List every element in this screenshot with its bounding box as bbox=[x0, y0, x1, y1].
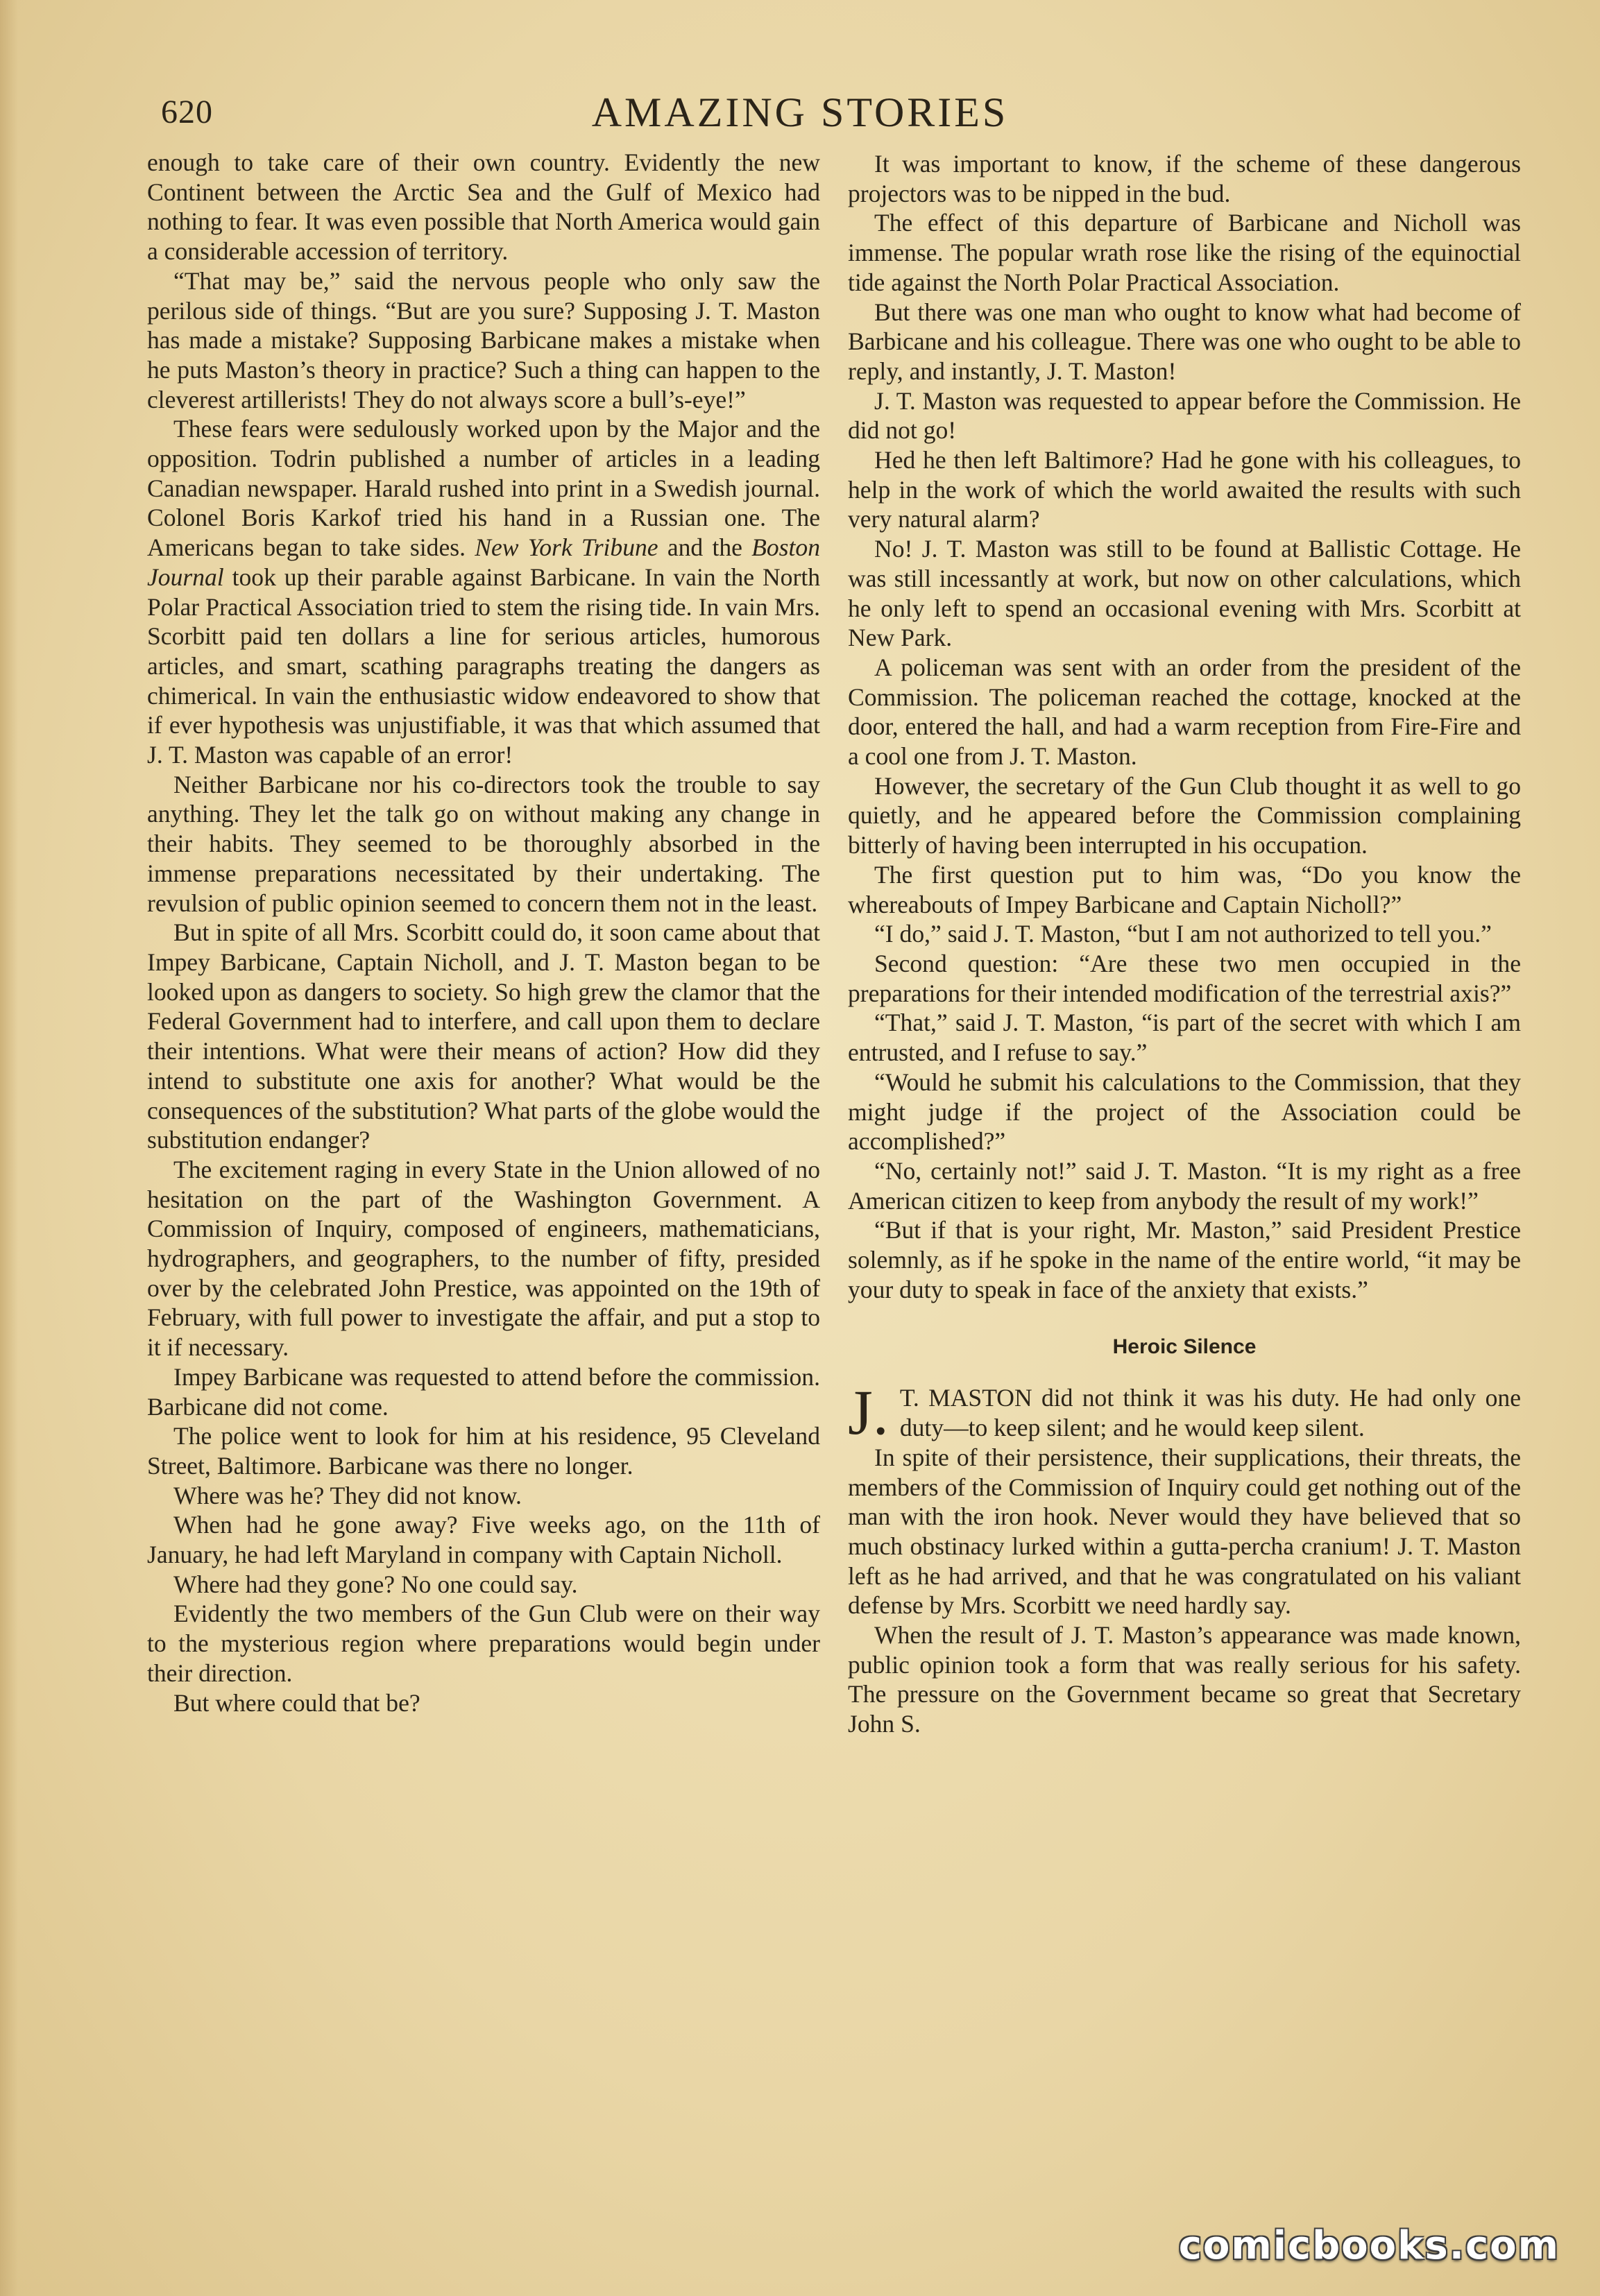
paragraph: “That,” said J. T. Maston, “is part of the secret with which I am entrusted, and I refuse to say.” bbox=[848, 1009, 1521, 1067]
paragraph: Evidently the two members of the Gun Club were on their way to the mysterious region where preparations would begin under their direction. bbox=[147, 1600, 820, 1687]
paragraph: But in spite of all Mrs. Scorbitt could do, it soon came about that Impey Barbicane, Captain Nicholl, and J. T. Maston began to be looked upon as dangers to society. So high grew the clamor that the Federal Government had to interfere, and call upon them to declare their intentions. What were their means of action? How did they intend to substitute one axis for another? What would be the consequences of the substitution? What parts of the globe would the substitution endanger? bbox=[147, 918, 820, 1154]
page-header bbox=[0, 89, 1600, 144]
paragraph: It was important to know, if the scheme of these dangerous projectors was to be nipped in the bud. bbox=[848, 150, 1521, 207]
paragraph: When had he gone away? Five weeks ago, on the 11th of January, he had left Maryland in company with Captain Nicholl. bbox=[147, 1511, 820, 1569]
left-column bbox=[147, 148, 820, 1717]
page-number: 620 bbox=[161, 94, 213, 130]
running-head: AMAZING STORIES bbox=[591, 89, 1009, 135]
paragraph: “Would he submit his calculations to the Commission, that they might judge if the project of the Association could be accomplished?” bbox=[848, 1068, 1521, 1156]
drop-cap: J. bbox=[848, 1377, 889, 1448]
paragraph bbox=[848, 1377, 1521, 1448]
paragraph: Where had they gone? No one could say. bbox=[173, 1570, 578, 1598]
paragraph-text: and the bbox=[658, 533, 752, 562]
paragraph-text: These fears were sedulously worked upon by the Major and the opposition. Todrin published a number of articles in a leading Canadian newspaper. Harald rushed into print in a Swedish journal. Colonel Boris Karkof tried his hand in a Russian one. The Americans began to take sides. bbox=[147, 415, 820, 562]
paragraph: When the result of J. T. Maston’s appearance was made known, public opinion took a form that was really serious for his safety. The pressure on the Government became so great that Secretary John S. bbox=[848, 1621, 1521, 1738]
page-edge-shadow bbox=[0, 0, 18, 2296]
paragraph: “No, certainly not!” said J. T. Maston. “It is my right as a free American citizen to keep from anybody the result of my work!” bbox=[848, 1156, 1521, 1215]
paragraph: Hed he then left Baltimore? Had he gone with his colleagues, to help in the work of which the world awaited the results with such very natural alarm? bbox=[848, 446, 1521, 533]
paragraph-text: was that which assumed that J. T. Maston was capable of an error! bbox=[147, 711, 820, 769]
paragraph: A policeman was sent with an order from the president of the Commission. The policeman reached the cottage, knocked at the door, entered the hall, and had a warm reception from Fire-Fire and a cool one from J. T. Maston. bbox=[848, 653, 1521, 771]
paragraph: Impey Barbicane was requested to attend before the commission. Barbicane did not come. bbox=[147, 1362, 820, 1421]
paragraph: The excitement raging in every State in the Union allowed of no hesitation on the part of the Washington Government. A Commission of Inquiry, composed of engineers, mathematicians, hydrographers, and geographers, to the number of fifty, presided over by the celebrated John Prestice, was appointed on the 19th of February, with full power to investigate the affair, and put a stop to it if necessary. bbox=[147, 1155, 820, 1362]
paragraph: However, the secretary of the Gun Club thought it as well to go quietly, and he appeared before the Commission complaining bitterly of having been interrupted in his occupation. bbox=[848, 771, 1521, 859]
paragraph: J. T. Maston was requested to appear before the Commission. He did not go! bbox=[848, 386, 1521, 445]
right-column bbox=[848, 149, 1521, 1739]
newspaper-title: New York Tribune bbox=[475, 533, 658, 562]
paragraph: enough to take care of their own country. Evidently the new Continent between the Arctic Sea and the Gulf of Mexico had nothing to fear. It was even possible that North America would gain a considerable accession of territory. bbox=[147, 148, 820, 266]
paragraph bbox=[147, 414, 820, 769]
watermark: comicbooks.com bbox=[1178, 2223, 1560, 2268]
paragraph: But where could that be? bbox=[173, 1688, 420, 1717]
paragraph: Neither Barbicane nor his co-directors took the trouble to say anything. They let the talk go on without making any change in their habits. They seemed to be thoroughly absorbed in the immense preparations necessitated by their undertaking. The revulsion of public opinion seemed to concern them not in the least. bbox=[147, 770, 820, 917]
paragraph: In spite of their persistence, their supplications, their threats, the members of the Commission of Inquiry could get nothing out of the man with the iron hook. Never would they have believed that so much obstinacy lurked within a gutta-percha cranium! J. T. Maston left as he had arrived, and that he was congratulated on his valiant defense by Mrs. Scorbitt we need hardly say. bbox=[848, 1443, 1521, 1620]
paragraph: “That may be,” said the nervous people who only saw the perilous side of things. “But are you sure? Supposing J. T. Maston has made a mistake? Supposing Barbicane makes a mistake when he puts Maston’s theory in practice? Such a thing can happen to the cleverest artillerists! They do not always score a bull’s-eye!” bbox=[147, 266, 820, 413]
paragraph-text: took up their parable against Barbicane. In vain the North Polar Practical Association tried to stem the rising tide. In vain Mrs. Scorbitt paid ten dollars a line for serious articles, humorous articles, and smart, scathing paragraphs treating the dangers as chimerical. In vain the enthusiastic widow endeavored to show that if ever hypothesis was unjustifiable, it bbox=[147, 563, 820, 739]
paragraph: “I do,” said J. T. Maston, “but I am not authorized to tell you.” bbox=[874, 920, 1492, 948]
paragraph: Where was he? They did not know. bbox=[173, 1481, 522, 1509]
paragraph: “But if that is your right, Mr. Maston,” said President Prestice solemnly, as if he spoke in the name of the entire world, “it may be your duty to speak in face of the anxiety that exists.” bbox=[848, 1216, 1521, 1303]
newspaper-title: Boston Journal bbox=[147, 533, 820, 591]
paragraph: The first question put to him was, “Do you know the whereabouts of Impey Barbicane and Captain Nicholl?” bbox=[848, 860, 1521, 918]
paragraph: The police went to look for him at his residence, 95 Cleveland Street, Baltimore. Barbicane was there no longer. bbox=[147, 1422, 820, 1480]
paragraph: But there was one man who ought to know what had become of Barbicane and his colleague. There was one who ought to be able to reply, and instantly, J. T. Maston! bbox=[848, 298, 1521, 385]
paragraph: No! J. T. Maston was still to be found at Ballistic Cottage. He was still incessantly at work, but now on other calculations, which he only left to spend an occasional evening with Mrs. Scorbitt at New Park. bbox=[848, 535, 1521, 652]
section-heading: Heroic Silence bbox=[1112, 1335, 1257, 1359]
paragraph: The effect of this departure of Barbicane and Nicholl was immense. The popular wrath rose like the rising of the equinoctial tide against the North Polar Practical Association. bbox=[848, 209, 1521, 296]
paragraph-text: T. MASTON did not think it was his duty. He had only one duty—to keep silent; and he would keep silent. bbox=[899, 1384, 1521, 1442]
paragraph: Second question: “Are these two men occupied in the preparations for their intended modification of the terrestrial axis?” bbox=[848, 949, 1521, 1007]
